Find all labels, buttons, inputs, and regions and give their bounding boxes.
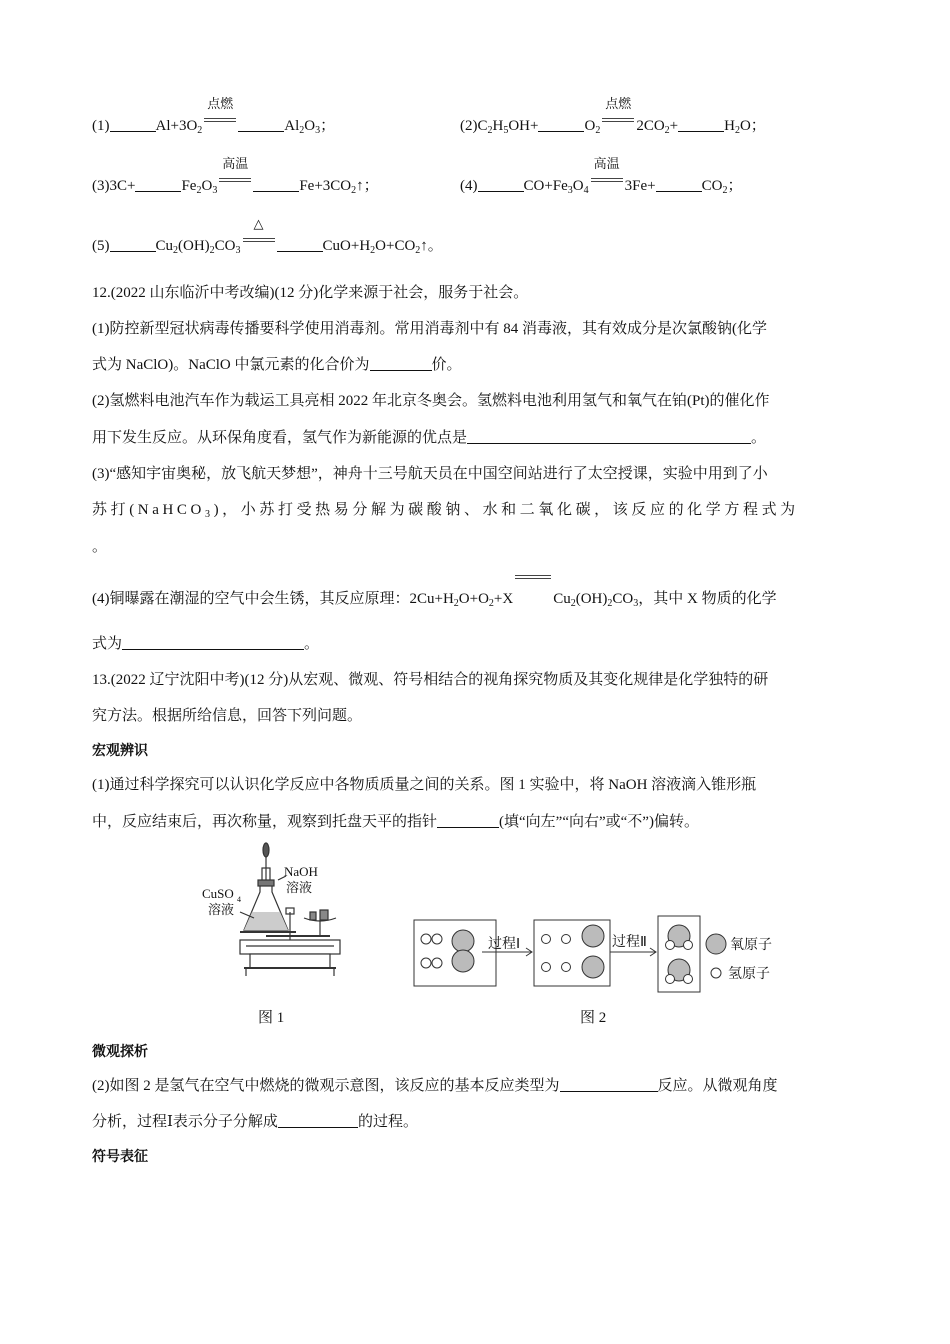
subscript: 2 <box>197 125 203 136</box>
condition-label: 点燃 <box>207 96 234 111</box>
subscript: 5 <box>503 125 509 136</box>
subscript: 2 <box>570 598 576 609</box>
equation-4 <box>460 156 743 196</box>
subscript: 2 <box>488 598 494 609</box>
equals-sign <box>204 118 236 122</box>
q12-p2a: (2)氢燃料电池汽车作为载运工具亮相 2022 年北京冬奥会。氢燃料电池利用氢气和氧气在铂(Pt)的催化作 <box>92 393 770 409</box>
blank[interactable] <box>467 428 751 444</box>
subscript: 2 <box>664 125 670 136</box>
subscript: 2 <box>607 598 613 609</box>
text: 。 <box>751 430 767 446</box>
blank[interactable] <box>678 116 724 132</box>
reaction-condition <box>202 96 238 132</box>
text: ，其中 X 物质的化学 <box>638 591 777 607</box>
eq-label: (1) <box>92 118 110 134</box>
q12-p2b-line <box>92 428 766 448</box>
q13-p1a: (1)通过科学探究可以认识化学反应中各物质质量之间的关系。图 1 实验中，将 NaOH 溶液滴入锥形瓶 <box>92 777 757 793</box>
reaction-condition <box>217 156 253 192</box>
text: 价。 <box>431 357 462 373</box>
legend-hydrogen-atom: 氢原子 <box>728 967 770 982</box>
subscript: 3 <box>212 185 218 196</box>
eq-text: CO+Fe <box>523 178 568 194</box>
condition-label: 点燃 <box>605 96 632 111</box>
eq-text: H <box>724 118 735 134</box>
condition-label: △ <box>253 216 264 231</box>
eq-text: (OH) <box>178 238 210 254</box>
eq-text: ； <box>320 118 336 134</box>
q12-p3b-line <box>92 500 799 520</box>
blank[interactable] <box>110 116 156 132</box>
eq-text: 3Fe+ <box>624 178 656 194</box>
figure-1-balance <box>200 840 360 982</box>
equation-1 <box>92 96 336 136</box>
q12-p3c: 。 <box>92 539 108 555</box>
section-heading-micro: 微观探析 <box>92 1044 148 1060</box>
q12-p1a: (1)防控新型冠状病毒传播要科学使用消毒剂。常用消毒剂中有 84 消毒液，其有效成分是次氯酸钠(化学 <box>92 321 767 337</box>
eq-label: (2)C <box>460 118 488 134</box>
label-naoh: NaOH <box>284 864 318 879</box>
text: 分析，过程Ⅰ表示分子分解成 <box>92 1114 278 1130</box>
subscript: 2 <box>299 125 305 136</box>
equation-2 <box>460 96 766 136</box>
subscript: 2 <box>415 245 421 256</box>
blank[interactable] <box>110 236 156 252</box>
subscript: 2 <box>173 245 179 256</box>
subscript: 2 <box>370 245 376 256</box>
equals-sign <box>602 118 634 122</box>
eq-text: Al <box>284 118 300 134</box>
eq-label: (4) <box>460 178 478 194</box>
eq-text: Fe+3CO <box>299 178 352 194</box>
subscript: 2 <box>453 598 459 609</box>
q12-p4h-line <box>92 634 319 654</box>
subscript: 3 <box>315 125 321 136</box>
eq-text: + <box>669 118 679 134</box>
legend-oxygen-atom: 氧原子 <box>730 938 772 953</box>
equation-5 <box>92 216 443 256</box>
text: 式为 NaClO)。NaClO 中氯元素的化合价为 <box>92 357 370 373</box>
q12-p1b-line <box>92 355 462 375</box>
blank[interactable] <box>122 634 304 650</box>
subscript: 2 <box>487 125 493 136</box>
blank[interactable] <box>538 116 584 132</box>
text: 反应。从微观角度 <box>657 1078 778 1094</box>
condition-label: 高温 <box>222 156 249 171</box>
eq-text: CO <box>701 178 723 194</box>
condition-label: 高温 <box>593 156 620 171</box>
subscript: 4 <box>583 185 589 196</box>
eq-text: CO <box>214 238 236 254</box>
equals-sign <box>515 575 551 579</box>
blank[interactable] <box>560 1076 658 1092</box>
figure-2-caption: 图 2 <box>580 1010 607 1026</box>
eq-text: CuO+H <box>322 238 371 254</box>
text: CO <box>612 591 634 607</box>
q13-p1b-line <box>92 812 699 832</box>
text: O+O <box>458 591 489 607</box>
reaction-condition <box>589 156 625 192</box>
text: (填“向左”“向右”或“不”)偏转。 <box>499 814 699 830</box>
text: 苏打(NaHCO <box>92 502 205 518</box>
eq-text: Al+3O <box>155 118 198 134</box>
text: (4)铜曝露在潮湿的空气中会生锈，其反应原理：2Cu+H <box>92 591 454 607</box>
eq-text: O <box>572 178 584 194</box>
equation-3 <box>92 156 379 196</box>
q13-title-a: 13.(2022 辽宁沈阳中考)(12 分)从宏观、微观、符号相结合的视角探究物质及其变化规律是化学独特的研 <box>92 672 769 688</box>
equals-sign <box>591 178 623 182</box>
subscript: 2 <box>722 185 728 196</box>
label-cuso4-solution: 溶液 <box>208 902 235 917</box>
text: Cu <box>553 591 571 607</box>
blank[interactable] <box>370 355 432 371</box>
equals-sign <box>243 238 275 242</box>
blank[interactable] <box>478 176 524 192</box>
subscript: 3 <box>567 185 573 196</box>
section-heading-macro: 宏观辨识 <box>92 743 148 759</box>
eq-text: O <box>201 178 213 194</box>
label-process-2: 过程Ⅱ <box>612 935 647 950</box>
eq-label: (5) <box>92 238 110 254</box>
text: 式为 <box>92 636 123 652</box>
reaction-condition <box>241 216 277 252</box>
text: 的过程。 <box>357 1114 418 1130</box>
text: 用下发生反应。从环保角度看，氢气作为新能源的优点是 <box>92 430 468 446</box>
q12-p3a: (3)“感知宇宙奥秘，放飞航天梦想”，神舟十三号航天员在中国空间站进行了太空授课，实验中用到了小 <box>92 466 768 482</box>
q12-title: 12.(2022 山东临沂中考改编)(12 分)化学来源于社会，服务于社会。 <box>92 285 529 301</box>
label-naoh-solution: 溶液 <box>286 880 313 895</box>
q13-p2c-line <box>92 1112 418 1132</box>
blank[interactable] <box>135 176 181 192</box>
eq-label: (3)3C+ <box>92 178 136 194</box>
subscript: 2 <box>196 185 202 196</box>
eq-text: Cu <box>155 238 174 254</box>
blank[interactable] <box>238 116 284 132</box>
q13-title-b: 究方法。根据所给信息，回答下列问题。 <box>92 708 363 724</box>
eq-text: ↑； <box>356 178 379 194</box>
q12-p4a-line <box>92 583 777 609</box>
eq-text: Fe <box>181 178 197 194</box>
text: +X <box>493 591 514 607</box>
text: )，小苏打受热易分解为碳酸钠、水和二氧化碳，该反应的化学方程式为 <box>213 502 799 518</box>
equals-sign <box>219 178 251 182</box>
label-process-1: 过程Ⅰ <box>488 937 521 952</box>
eq-text: 2CO <box>636 118 665 134</box>
subscript: 3 <box>204 509 214 520</box>
eq-text: OH+ <box>508 118 539 134</box>
subscript: 2 <box>595 125 601 136</box>
subscript: 2 <box>209 245 215 256</box>
reaction-condition <box>513 583 553 599</box>
subscript: 2 <box>351 185 357 196</box>
subscript: 3 <box>235 245 241 256</box>
label-cuso4: CuSO <box>202 886 234 901</box>
text: (2)如图 2 是氢气在空气中燃烧的微观示意图，该反应的基本反应类型为 <box>92 1078 560 1094</box>
section-heading-symbol: 符号表征 <box>92 1149 148 1165</box>
eq-text: H <box>492 118 504 134</box>
text: (OH) <box>575 591 608 607</box>
blank[interactable] <box>277 236 323 252</box>
blank[interactable] <box>656 176 702 192</box>
eq-text: O+CO <box>375 238 416 254</box>
reaction-condition <box>600 96 636 132</box>
eq-text: ↑。 <box>420 238 443 254</box>
figure-2-process <box>410 912 790 994</box>
eq-text: ； <box>727 178 743 194</box>
blank[interactable] <box>253 176 299 192</box>
eq-text: O <box>584 118 596 134</box>
eq-text: O <box>304 118 316 134</box>
label-cuso4-subscript: 4 <box>237 895 241 904</box>
figure-1-caption: 图 1 <box>258 1010 285 1026</box>
blank[interactable] <box>437 812 499 828</box>
eq-text: O； <box>739 118 766 134</box>
subscript: 3 <box>633 598 639 609</box>
text: 。 <box>304 636 320 652</box>
subscript: 2 <box>734 125 740 136</box>
blank[interactable] <box>278 1112 358 1128</box>
text: 中，反应结束后，再次称量，观察到托盘天平的指针 <box>92 814 438 830</box>
q13-p2a-line <box>92 1076 778 1096</box>
